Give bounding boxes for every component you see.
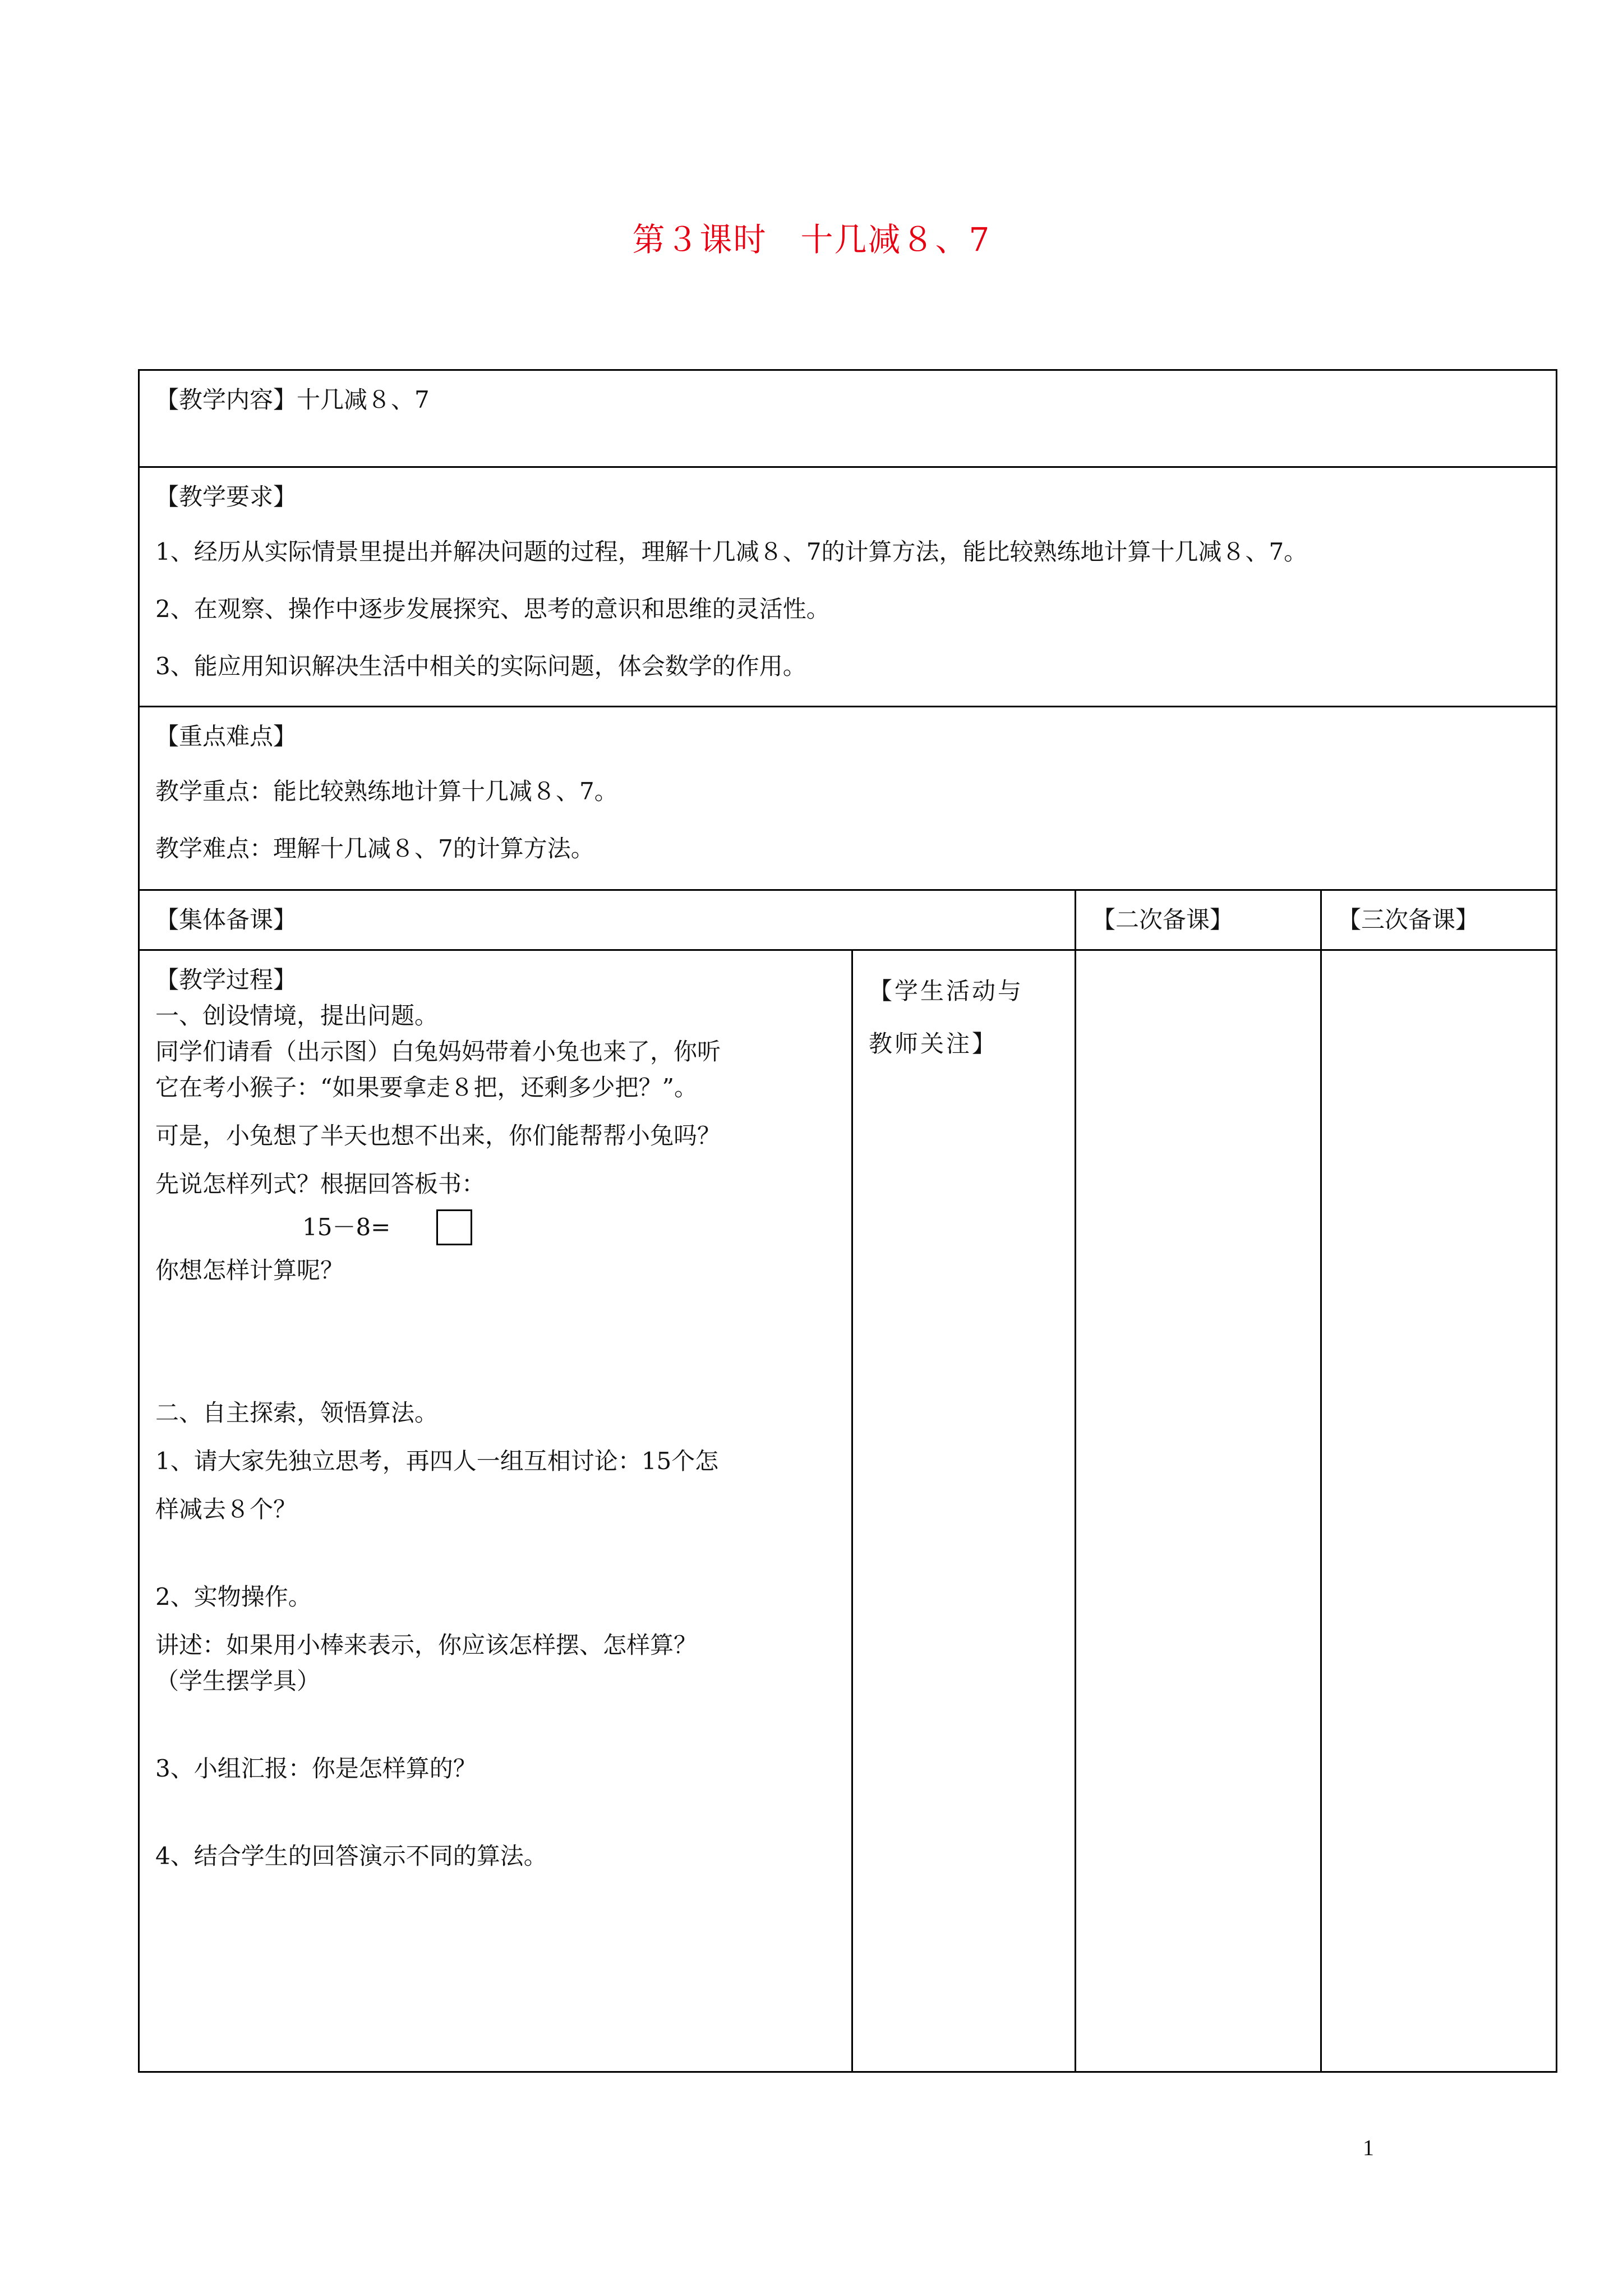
section-2-item-2: 2、实物操作。 (155, 1583, 312, 1611)
requirement-item-3: 3、能应用知识解决生活中相关的实际问题，体会数学的作用。 (155, 652, 806, 680)
second-prep-cell (1076, 950, 1321, 2072)
requirements-heading: 【教学要求】 (155, 483, 297, 510)
requirements-row (139, 467, 1557, 707)
key-points-heading: 【重点难点】 (155, 723, 297, 750)
key-points-row (139, 707, 1557, 890)
section-1-line-1: 同学们请看（出示图）白兔妈妈带着小兔也来了，你听 (155, 1038, 721, 1065)
section-2-item-1a: 1、请大家先独立思考，再四人一组互相讨论：15个怎 (155, 1447, 719, 1475)
answer-box (436, 1209, 472, 1245)
section-2-item-3: 3、小组汇报：你是怎样算的？ (155, 1755, 477, 1782)
lesson-plan-table (138, 369, 1557, 2073)
section-1-line-5: 你想怎样计算呢？ (155, 1257, 344, 1284)
student-activity-line-2: 教师关注】 (869, 1030, 998, 1057)
section-1-line-4: 先说怎样列式？根据回答板书： (155, 1170, 486, 1198)
page-number: 1 (1363, 2135, 1374, 2160)
process-heading: 【教学过程】 (155, 966, 297, 993)
second-prep-header: 【二次备课】 (1092, 906, 1234, 933)
section-2-item-2b: （学生摆学具） (155, 1667, 321, 1695)
page-title: 第３课时 十几减８、7 (632, 220, 991, 259)
section-1-title: 一、创设情境，提出问题。 (155, 1002, 439, 1029)
prep-header-row (139, 890, 1557, 950)
content-row (139, 370, 1557, 467)
key-point-difficulty: 教学难点：理解十几减８、7的计算方法。 (155, 835, 594, 862)
section-1-line-2: 它在考小猴子：“如果要拿走８把，还剩多少把？”。 (155, 1074, 698, 1101)
student-activity-line-1: 【学生活动与 (869, 977, 1024, 1005)
formula: 15－8= (302, 1213, 391, 1241)
third-prep-cell (1321, 950, 1557, 2072)
section-2-item-1b: 样减去８个？ (155, 1496, 297, 1523)
formula-row (155, 1202, 851, 1253)
section-1-line-3: 可是，小兔想了半天也想不出来，你们能帮帮小兔吗？ (155, 1122, 721, 1149)
key-point-focus: 教学重点：能比较熟练地计算十几减８、7。 (155, 777, 618, 805)
requirement-item-1: 1、经历从实际情景里提出并解决问题的过程，理解十几减８、7的计算方法，能比较熟练地计算十几减８、7。 (155, 538, 1308, 565)
teaching-content: 【教学内容】十几减８、7 (155, 386, 430, 413)
section-2-item-4: 4、结合学生的回答演示不同的算法。 (155, 1842, 547, 1870)
process-row (139, 950, 1557, 2072)
requirement-item-2: 2、在观察、操作中逐步发展探究、思考的意识和思维的灵活性。 (155, 595, 830, 623)
third-prep-header: 【三次备课】 (1338, 906, 1479, 933)
section-2-title: 二、自主探索，领悟算法。 (155, 1399, 439, 1427)
section-2-item-2a: 讲述：如果用小棒来表示，你应该怎样摆、怎样算？ (155, 1631, 698, 1659)
teaching-process (140, 951, 851, 1874)
group-prep-header: 【集体备课】 (155, 906, 297, 933)
